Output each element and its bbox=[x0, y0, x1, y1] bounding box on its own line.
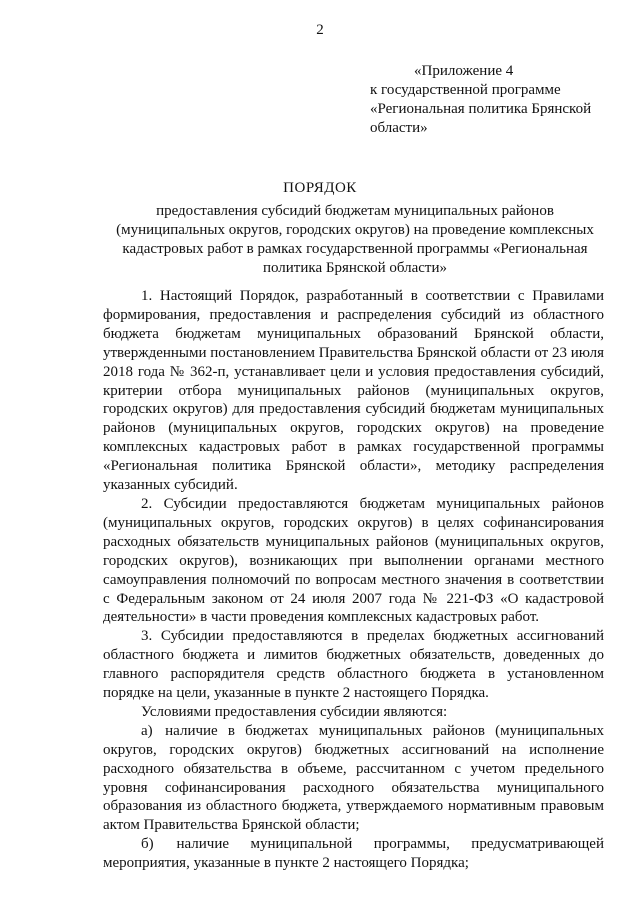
document-title: ПОРЯДОК bbox=[283, 180, 357, 196]
list-marker: б) bbox=[141, 836, 154, 853]
list-item bbox=[103, 835, 604, 873]
list-item bbox=[103, 722, 604, 835]
paragraph: 3. Субсидии предоставляются в пределах бюджетных ассигнований областного бюджета и лимитов бюджетных обязательств, доведенных до главного распорядителя средств областного бюджета в установленном порядке на цели, указанные в пункте 2 настоящего Порядка. bbox=[103, 628, 604, 702]
annex-line: «Приложение 4 bbox=[414, 63, 514, 79]
list-marker: а) bbox=[141, 722, 153, 739]
paragraph: Условиями предоставления субсидии являются: bbox=[141, 703, 448, 720]
list-item-text: наличие муниципальной программы, предусматривающей мероприятия, указанные в пункте 2 настоящего Порядка; bbox=[103, 836, 604, 872]
list-item-text: наличие в бюджетах муниципальных районов (муниципальных округов, городских округов) бюджетных ассигнований на исполнение расходного обязательства в объеме, рассчитанном с учетом предельного уровня софинансирования расходного обязательства муниципального образования из областного бюджета, утверждаемого нормативным правовым актом Правительства Брянской области; bbox=[103, 722, 604, 834]
document-body bbox=[103, 287, 604, 873]
annex-header bbox=[370, 62, 610, 138]
annex-line: к государственной программе bbox=[370, 82, 561, 98]
annex-line: области» bbox=[370, 120, 428, 136]
page-number: 2 bbox=[316, 22, 324, 38]
paragraph: 1. Настоящий Порядок, разработанный в соответствии с Правилами формирования, предоставления и распределения субсидий из областного бюджета бюджетам муниципальных образований Брянской области, утвержденными постановлением Правительства Брянской области от 23 июля 2018 года № 362-п, устанавливает цели и условия предоставления субсидий, критерии отбора муниципальных районов (муниципальных округов, городских округов) для предоставления субсидий бюджетам муниципальных районов (муниципальных округов, городских округов) на проведение комплексных кадастровых работ в рамках государственной программы «Региональная политика Брянской области», методику распределения указанных субсидий. bbox=[103, 288, 604, 494]
annex-line: «Региональная политика Брянской bbox=[370, 101, 592, 117]
paragraph: 2. Субсидии предоставляются бюджетам муниципальных районов (муниципальных округов, городских округов) в целях софинансирования расходных обязательств муниципальных районов (муниципальных округов, городских округов), возникающих при выполнении органами местного самоуправления полномочий по вопросам местного значения в соответствии с Федеральным законом от 24 июля 2007 года № 221-ФЗ «О кадастровой деятельности» в части проведения комплексных кадастровых работ. bbox=[103, 495, 604, 626]
document-subtitle: предоставления субсидий бюджетам муниципальных районов (муниципальных округов, городских округов) на проведение комплексных кадастровых работ в рамках государственной программы «Региональная политика Брянской области» bbox=[116, 203, 594, 276]
